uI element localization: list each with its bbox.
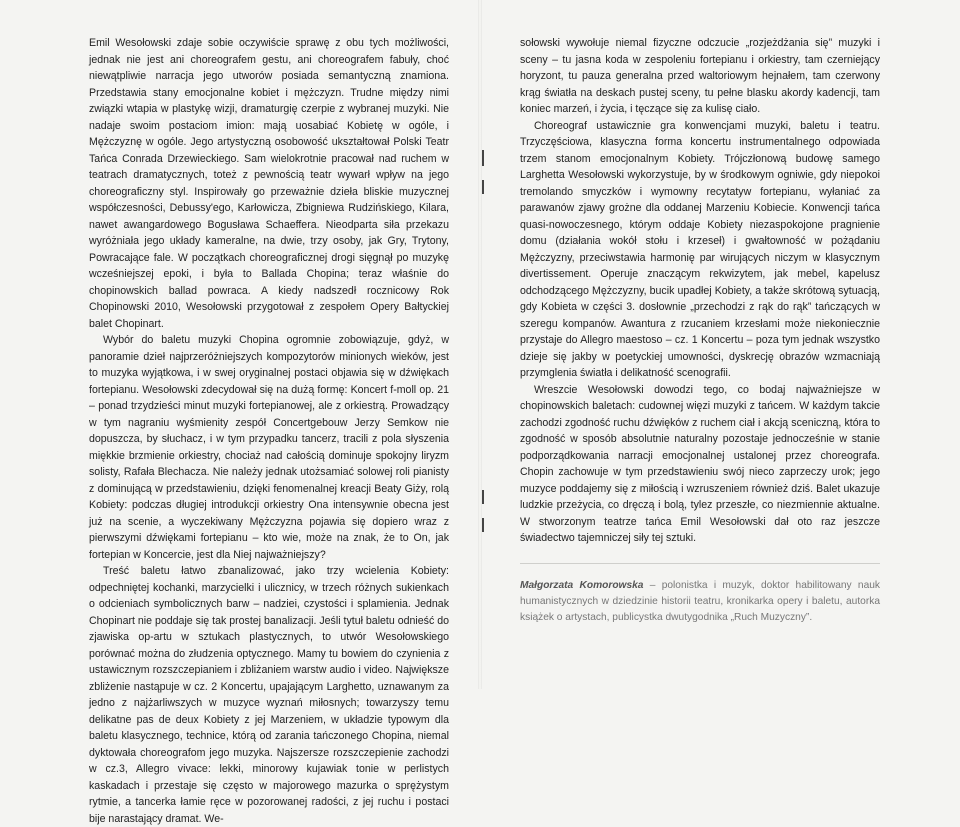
left-page (0, 0, 480, 825)
gutter-mark (482, 150, 484, 166)
paragraph: sołowski wywołuje niemal fizyczne odczucie „rozjeżdżania się” muzyki i sceny – tu jasna koda w zespoleniu fortepianu i orkiestry, tam czerniejący horyzont, tu pauza generalna przed waltoriowym hejnałem, tam czerwony krąg światła na deskach pustej sceny, tu pełne blasku akordy kadencji, tam koniec marzeń, i życia, i tęczące się za kulisę ciało. (520, 37, 880, 115)
paragraph: Wreszcie Wesołowski dowodzi tego, co bodaj najważniejsze w chopinowskich baletach: cudownej więzi muzyki z tańcem. W każdym takcie zachodzi zgodność ruchu dźwięków z ruchem ciał i akcją sceniczną, która to zgodność w sposób absolutnie naturalny pozostaje jednocześnie w stanie podporządkowania narracji emocjonalnej ustalonej przez choreografa. Chopin zachowuje w tym przedstawieniu swój nieco zaprzeczy urok; jego muzyce poddajemy się z miłością i wzruszeniem również dziś. Balet ukazuje ludzkie przeżycia, co dręczą i bolą, tylez przeszłe, co niezmiennie aktualne. W stworzonym teatrze tańca Emil Wesołowski dał oto raz jeszcze świadectwo tajemniczej siły tej sztuki. (520, 383, 880, 544)
gutter-mark (482, 490, 484, 504)
gutter-mark (482, 518, 484, 532)
right-page (480, 0, 960, 689)
left-text-column (89, 35, 449, 827)
author-bio (520, 563, 880, 626)
paragraph: Treść baletu łatwo zbanalizować, jako trzy wcielenia Kobiety: odpechniętej kochanki, marzycielki i uliczniсy, w trzech różnych sukienkach o odcieniach symbolicznych barw – nadziei, czystości i splamienia. Jednak Chopinart nie poddaje się tak prostej banalizacji. Jeśli tytuł baletu odnieść do zjawiska op-artu w sztukach plastycznych, to utwór Wesołowskiego porównać można do złudzenia optycznego. Mamy tu bowiem do czynienia z ustawicznym rozszczepianiem i zbliżaniem warstw audio i video. Największe zbliżenie nastąpuje w cz. 2 Koncertu, upajającym Larghetto, uznawanym za jedno z najżarliwszych w muzyce wyznań miłosnych; towarzyszy temu delikatne pas de deux Kobiety z jej Marzeniem, w układzie typowym dla baletu klasycznego, technice, którą od zarania tańczonego Chopina, niemal dyktowała choreografom jego muzyka. Najszersze rozszczepienie zachodzi w cz.3, Allegro vivace: lekki, minorowy kujawiak tonie w perlistych kaskadach i przestaje się często w majorowego mazurka o sprężystym rytmie, a tancerka łamie ręce w pozorowanej radości, z jej ruchu i postaci bije narastający dramat. We- (89, 565, 449, 825)
bio-author-name: Małgorzata Komorowska (520, 580, 644, 591)
paragraph: Choreograf ustawicznie gra konwencjami muzyki, baletu i teatru. Trzyczęściowa, klasyczna forma koncertu instrumentalnego odpowiada trzem stanom emocjonalnym Kobiety. Trójczłonową budowę samego Larghetta Wesołowski wykorzystuje, by w środkowym ogniwie, gdy niepokoi tremolando smyczków i wymowny recytatyw fortepianu, wyłaniać za parawanów zjawy grożne dla oddanej Marzeniu Kobiecie. Konwencji tańca quasi-nowoczesnego, którym oddaje Kobiety niezaspokojone pragnienie domu (działania wokół stołu i krzeseł) i gwałtowność w pożądaniu Mężczyzny, przeciwstawia harmonię par wirujących niczym w klasycznym divertissement. Operuje znaczącym rekwizytem, jak mebel, kapelusz odchodzącego Mężczyzny, bucik upadłej Kobiety, a także skrótową sytuacją, gdy Kobieta w części 3. dosłownie „przechodzi z rąk do rąk” tańczących w szeregu kompanów. Awantura z rzucaniem krzesłami może niekoniecznie przystaje do Allegro maestoso – cz. 1 Koncertu – poza tym jednak wszystko dzieje się jakby w poetyckiej umowności, dyskrecję obrazów wzmacniają przymglenia światła i delikatność scenografii. (520, 119, 880, 379)
bio-text: – polonistka i muzyk, doktor habilitowany nauk humanistycznych w dziedzinie historii teatru, kronikarka opery i baletu, autorka książek o artystach, publicystka dwutygodnika „Ruch Muzyczny”. (520, 580, 880, 623)
gutter-mark (482, 180, 484, 194)
paragraph: Wybór do baletu muzyki Chopina ogromnie zobowiązuje, gdyż, w panoramie dzieł najprzeróżniejszych kompozytorów minionych wieków, jest to muzyka wyjątkowa, i w swej oryginalnej postaci objawia się w dźwiękach fortepianu. Wesołowski zdecydował się na dużą formę: Koncert f-moll op. 21 – ponad trzydzieści minut muzyki fortepianowej, ale z orkiestrą. Prowadzący w tym nagraniu wyśmienity zespół Concertgebouw Jerzy Semkow nie dopuszcza, by słuchacz, i w tym przypadku tancerz, tracili z pola słyszenia miękkie brzmienie orkiestry, chociaż nad całością dominuje spokojny liryzm solisty, Rafała Blechacza. Nie należy jednak utożsamiać solowej roli pianisty z dominującą w przedstawieniu, dzięki fenomenalnej kreacji Beaty Giży, rolą Kobiety: podczas długiej introdukcji orkiestry Ona intensywnie obecna jest już na scenie, a wyczekiwany Mężczyzna pojawia się dopiero wraz z pierwszymi dźwiękami fortepianu – kto wie, może na znak, że to On, jak fortepian w Koncercie, jest dla Niej najważniejszy? (89, 334, 449, 561)
paragraph: Emil Wesołowski zdaje sobie oczywiście sprawę z obu tych możliwości, jednak nie jest ani choreografem gestu, ani choreografem fabuły, choć niewątpliwie narracja jego utworów posiada semantyczną znamiona. Przedstawia stany emocjonalne kobiet i mężczyzn. Trudne między nimi związki wtapia w plastykę wizji, dramaturgię czerpie z wybranej muzyki. Nie nadaje swoim postaciom imion: mają uosabiać Kobietę w ogóle, i Mężczyznę w ogóle. Jego artystyczną osobowość ukształtował Polski Teatr Tańca Conrada Drzewieckiego. Sam wielokrotnie pracował nad ruchem w teatrach dramatycznych, toteż z pewnością teatr wywarł wpływ na jego choreograficzny styl. Inspirowały go przeważnie dzieła bliskie muzycznej współczesności, Debussy'ego, Karłowicza, Zbigniewa Rudzińskiego, Kilara, nawet awangardowego Bogusława Schaeffera. Nieodparta siła przekazu wyróżniała jego układy kameralne, na dwie, trzy osoby, jak Gry, Trytony, Powracające fale. W początkach choreograficznej drogi sięgnął po muzykę wcześniejszej epoki, i była to Ballada Chopina; teraz właśnie do chopinowskich ballad powraca. A kiedy nadszedł rocznicowy Rok Chopinowski 2010, Wesołowski przygotował z zespołem Opery Bałtyckiej balet Chopinart. (89, 37, 449, 330)
right-text-column (520, 35, 880, 547)
